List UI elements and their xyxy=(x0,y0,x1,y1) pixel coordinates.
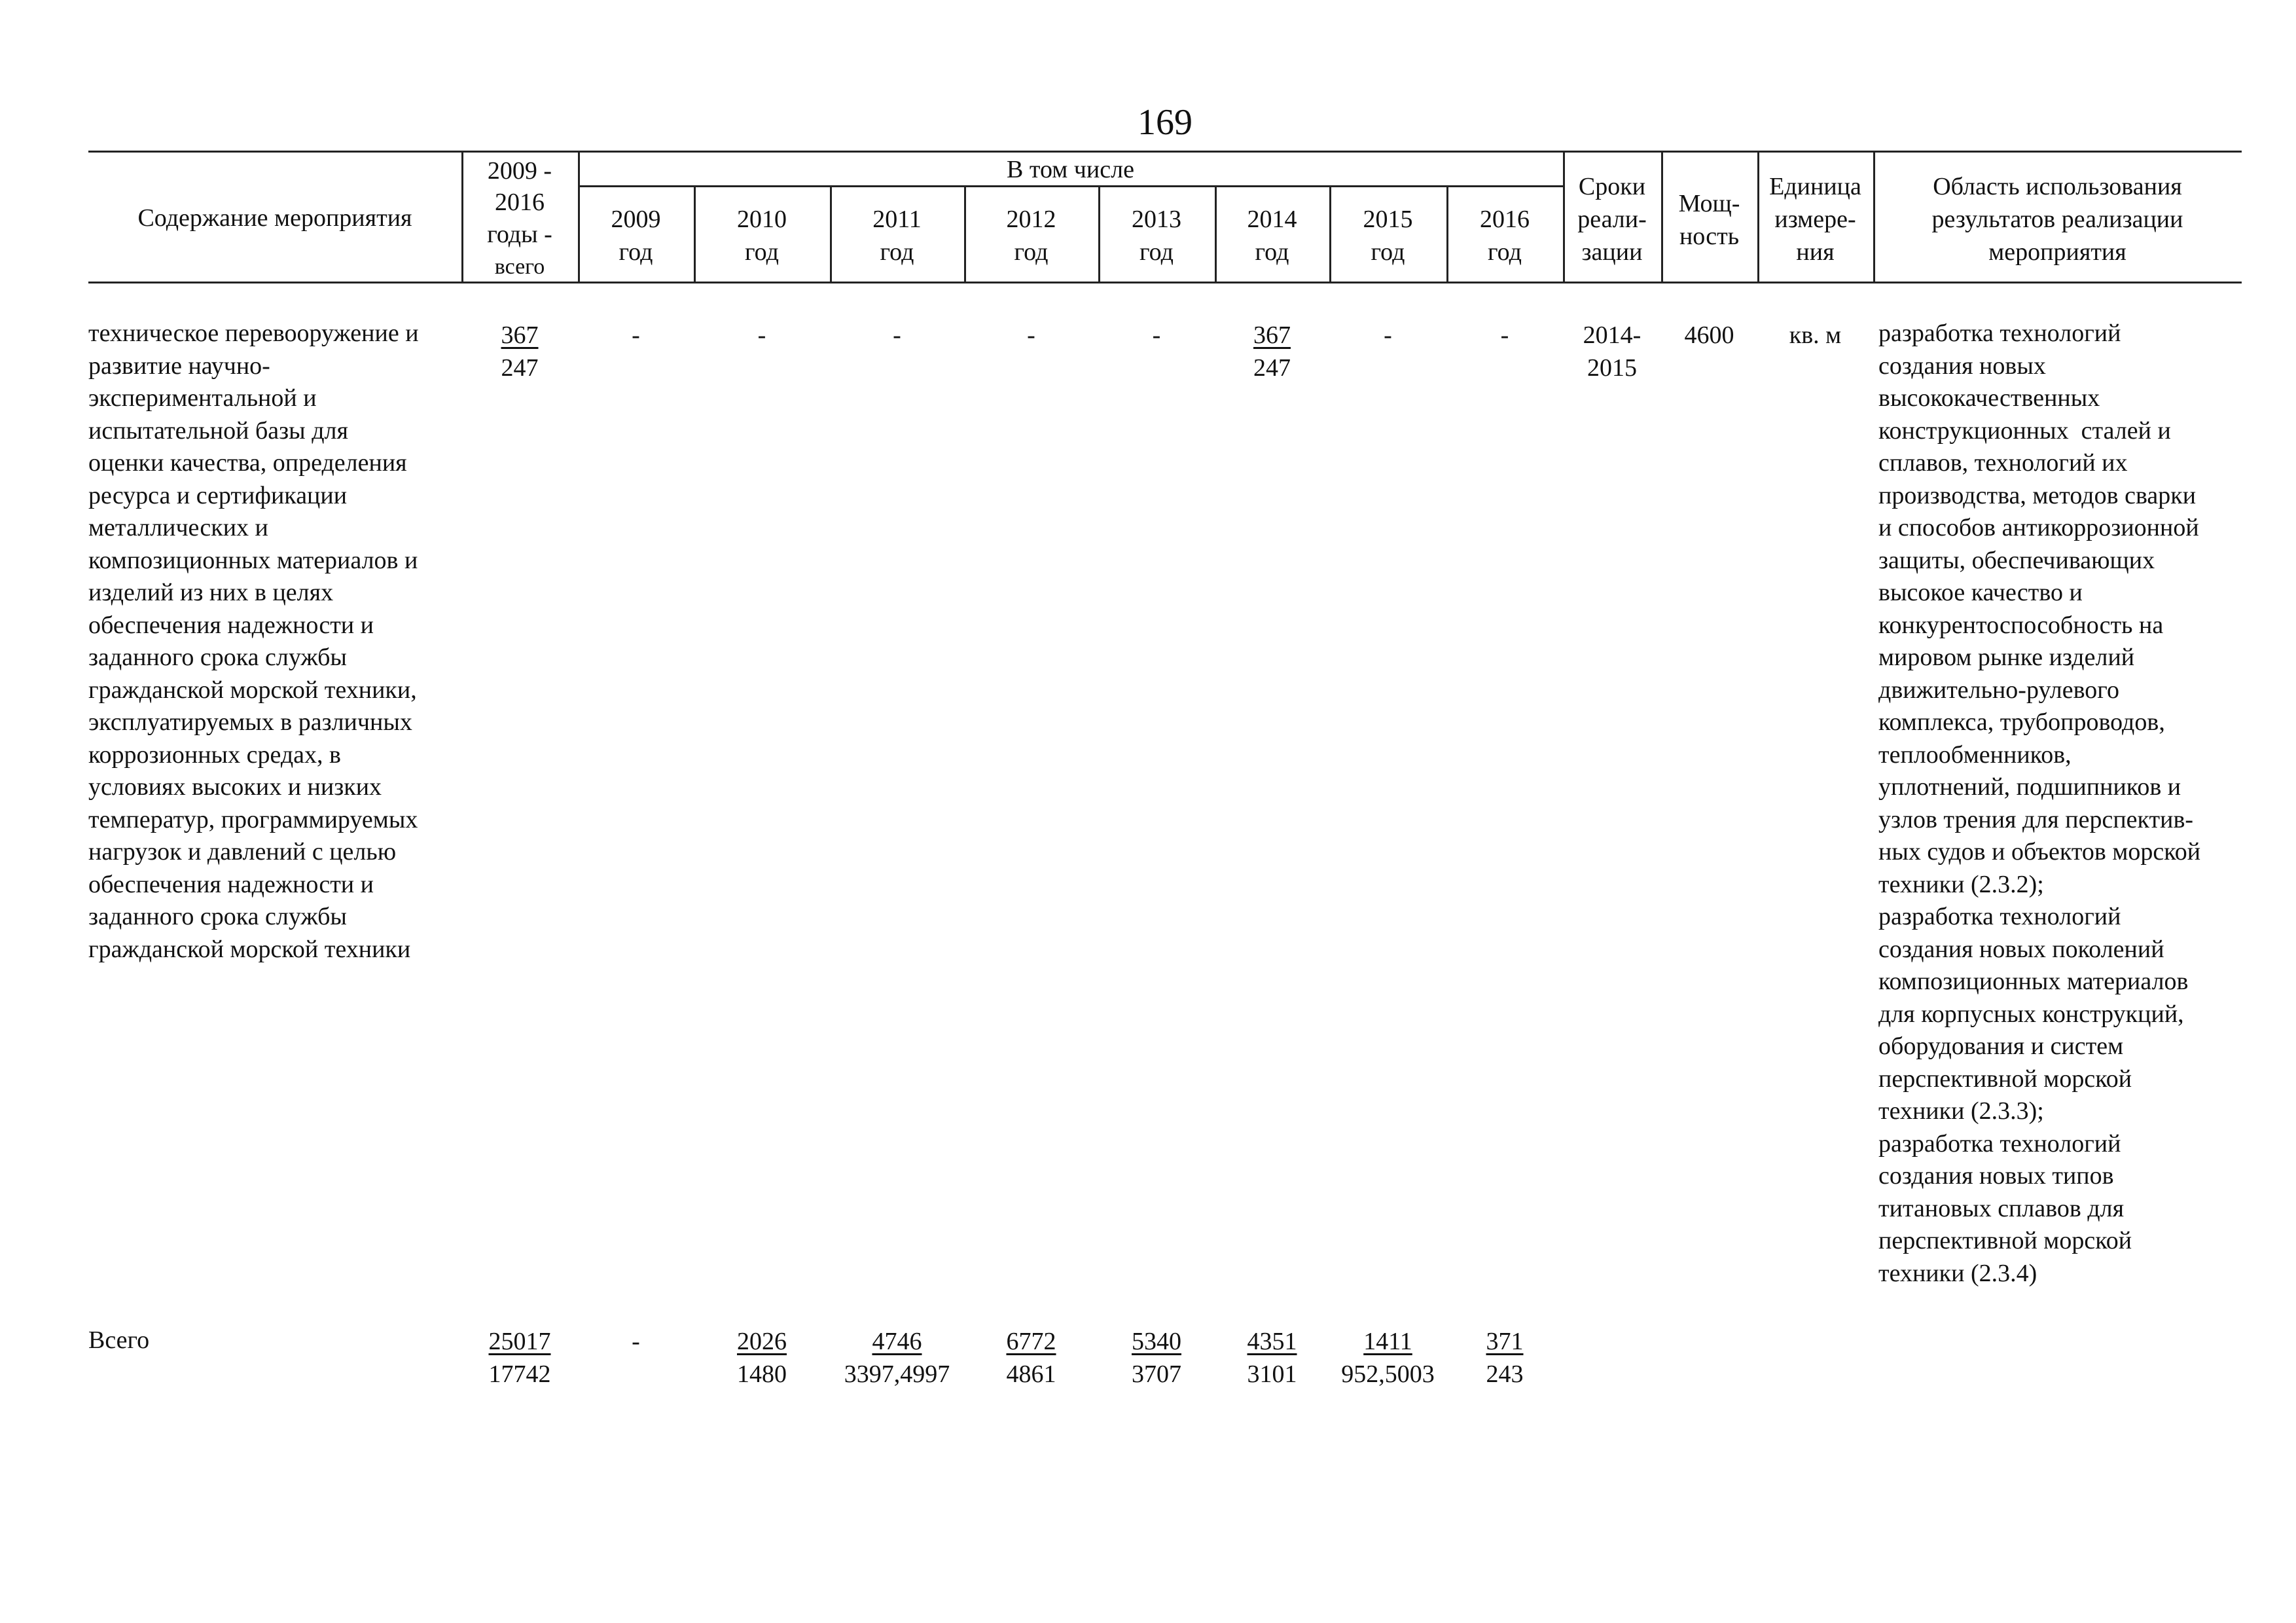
header-total-line: всего xyxy=(494,255,545,279)
total-value-bottom: 17742 xyxy=(488,1360,551,1388)
total-year-top: 5340 xyxy=(1132,1328,1181,1355)
header-year-unit: год xyxy=(1488,238,1522,266)
total-year-top: - xyxy=(632,1328,640,1355)
header-year-unit: год xyxy=(880,238,914,266)
row-content-text xyxy=(88,318,461,966)
total-year-top: 371 xyxy=(1486,1328,1524,1355)
content-line: гражданской морской техники xyxy=(88,935,411,963)
header-year: 2014 xyxy=(1247,206,1297,233)
header-bottom-rule xyxy=(88,282,2242,283)
content-line: обеспечения надежности и xyxy=(88,611,374,639)
content-line: заданного срока службы xyxy=(88,644,347,671)
row-year-value: 367 xyxy=(1253,321,1291,349)
area-line: теплообменников, xyxy=(1878,740,2072,769)
header-terms-line: Сроки xyxy=(1578,173,1646,200)
area-line: ных судов и объектов морской xyxy=(1878,838,2201,866)
area-line: техники (2.3.2); xyxy=(1878,870,2044,898)
row-year-value-bottom: 247 xyxy=(1253,354,1291,382)
header-year-unit: год xyxy=(1139,238,1174,266)
header-year: 2009 xyxy=(611,206,661,233)
table-top-rule xyxy=(88,151,2242,153)
content-line: гражданской морской техники, xyxy=(88,676,417,704)
area-line: конструкционных сталей и xyxy=(1878,416,2171,445)
area-line: высококачественных xyxy=(1878,384,2100,412)
area-line: техники (2.3.3); xyxy=(1878,1097,2044,1125)
area-line: перспективной морской xyxy=(1878,1065,2132,1093)
content-line: условиях высоких и низких xyxy=(88,773,382,801)
area-line: движительно-рулевого xyxy=(1878,676,2119,704)
header-year: 2012 xyxy=(1006,206,1056,233)
row-power: 4600 xyxy=(1684,321,1734,349)
content-line: экспериментальной и xyxy=(88,384,317,412)
header-total-line: 2009 - xyxy=(487,157,552,185)
row-terms: 2014- xyxy=(1583,321,1641,349)
header-year-unit: год xyxy=(1014,238,1049,266)
content-line: коррозионных средах, в xyxy=(88,740,341,769)
area-line: уплотнений, подшипников и xyxy=(1878,773,2181,801)
content-line: металлических и xyxy=(88,514,268,541)
header-year-unit: год xyxy=(745,238,779,266)
row-year-value: - xyxy=(1384,321,1392,349)
header-unit-line: Единица xyxy=(1769,173,1861,200)
total-year-bottom: 3707 xyxy=(1132,1360,1181,1388)
total-year-top: 1411 xyxy=(1363,1328,1412,1355)
row-terms: 2015 xyxy=(1587,354,1637,382)
row-year-value: - xyxy=(1500,321,1509,349)
row-total-bottom: 247 xyxy=(501,354,539,382)
area-line: и способов антикоррозионной xyxy=(1878,514,2199,541)
row-unit: кв. м xyxy=(1789,321,1842,349)
row-total-top: 367 xyxy=(501,321,539,349)
header-year: 2016 xyxy=(1480,206,1530,233)
content-line: композиционных материалов и xyxy=(88,546,418,574)
content-line: ресурса и сертификации xyxy=(88,481,348,509)
area-line: создания новых типов xyxy=(1878,1162,2114,1190)
header-year: 2010 xyxy=(737,206,787,233)
content-line: развитие научно- xyxy=(88,352,270,380)
total-year-top: 4351 xyxy=(1247,1328,1297,1355)
header-year: 2013 xyxy=(1132,206,1181,233)
area-line: техники (2.3.4) xyxy=(1878,1259,2037,1287)
content-line: нагрузок и давлений с целью xyxy=(88,838,397,866)
row-year-value: - xyxy=(757,321,766,349)
area-line: создания новых поколений xyxy=(1878,935,2164,963)
page-number: 169 xyxy=(1138,102,1193,143)
area-line: мировом рынке изделий xyxy=(1878,644,2135,671)
content-line: эксплуатируемых в различных xyxy=(88,708,412,736)
total-year-top: 2026 xyxy=(737,1328,787,1355)
header-power-line: Мощ- xyxy=(1678,190,1740,217)
total-year-bottom: 4861 xyxy=(1006,1360,1056,1388)
header-total-line: 2016 xyxy=(495,189,545,216)
content-line: техническое перевооружение и xyxy=(88,319,419,347)
total-year-bottom: 3101 xyxy=(1247,1360,1297,1388)
header-year-unit: год xyxy=(619,238,653,266)
total-year-bottom: 3397,4997 xyxy=(844,1360,950,1388)
content-line: заданного срока службы xyxy=(88,903,347,930)
header-unit-line: ния xyxy=(1796,238,1835,266)
header-year-unit: год xyxy=(1255,238,1289,266)
content-line: испытательной базы для xyxy=(88,416,348,445)
row-year-value: - xyxy=(1152,321,1161,349)
header-year: 2015 xyxy=(1363,206,1413,233)
area-line: защиты, обеспечивающих xyxy=(1878,546,2155,574)
area-line: конкурентоспособность на xyxy=(1878,611,2164,639)
total-year-top: 6772 xyxy=(1006,1328,1056,1355)
area-line: перспективной морской xyxy=(1878,1227,2132,1254)
header-total-line: годы - xyxy=(487,221,552,248)
header-terms-line: зации xyxy=(1581,238,1643,266)
header-content: Содержание мероприятия xyxy=(137,204,412,232)
total-year-bottom: 243 xyxy=(1486,1360,1524,1388)
content-line: оценки качества, определения xyxy=(88,449,407,477)
row-area-text xyxy=(1878,318,2242,1290)
total-year-top: 4746 xyxy=(872,1328,922,1355)
row-year-value: - xyxy=(632,321,640,349)
total-year-bottom: 952,5003 xyxy=(1341,1360,1435,1388)
content-line: изделий из них в целях xyxy=(88,579,334,606)
area-line: разработка технологий xyxy=(1878,903,2121,930)
area-line: производства, методов сварки xyxy=(1878,481,2197,509)
header-area-line: Область использования xyxy=(1933,173,2182,200)
header-area-line: мероприятия xyxy=(1988,238,2126,266)
header-terms-line: реали- xyxy=(1577,206,1647,233)
area-line: комплекса, трубопроводов, xyxy=(1878,708,2165,736)
header-area-line: результатов реализации xyxy=(1931,206,2183,233)
area-line: оборудования и систем xyxy=(1878,1032,2124,1060)
total-value-top: 25017 xyxy=(488,1328,551,1355)
area-line: разработка технологий xyxy=(1878,1129,2121,1158)
content-line: обеспечения надежности и xyxy=(88,870,374,898)
header-power-line: ность xyxy=(1679,223,1740,250)
area-line: композиционных материалов xyxy=(1878,968,2189,995)
content-line: температур, программируемых xyxy=(88,805,418,833)
row-year-value: - xyxy=(1027,321,1035,349)
header-incl: В том числе xyxy=(1007,156,1134,183)
header-year-unit: год xyxy=(1371,238,1405,266)
area-line: разработка технологий xyxy=(1878,319,2121,347)
area-line: для корпусных конструкций, xyxy=(1878,1000,2184,1028)
area-line: создания новых xyxy=(1878,352,2046,380)
total-year-bottom: 1480 xyxy=(737,1360,787,1388)
area-line: титановых сплавов для xyxy=(1878,1194,2125,1222)
row-year-value: - xyxy=(893,321,901,349)
area-line: узлов трения для перспектив- xyxy=(1878,805,2194,833)
total-label: Всего xyxy=(88,1326,150,1354)
area-line: высокое качество и xyxy=(1878,579,2083,606)
header-year: 2011 xyxy=(872,206,922,233)
area-line: сплавов, технологий их xyxy=(1878,449,2128,477)
header-unit-line: измере- xyxy=(1774,206,1856,233)
